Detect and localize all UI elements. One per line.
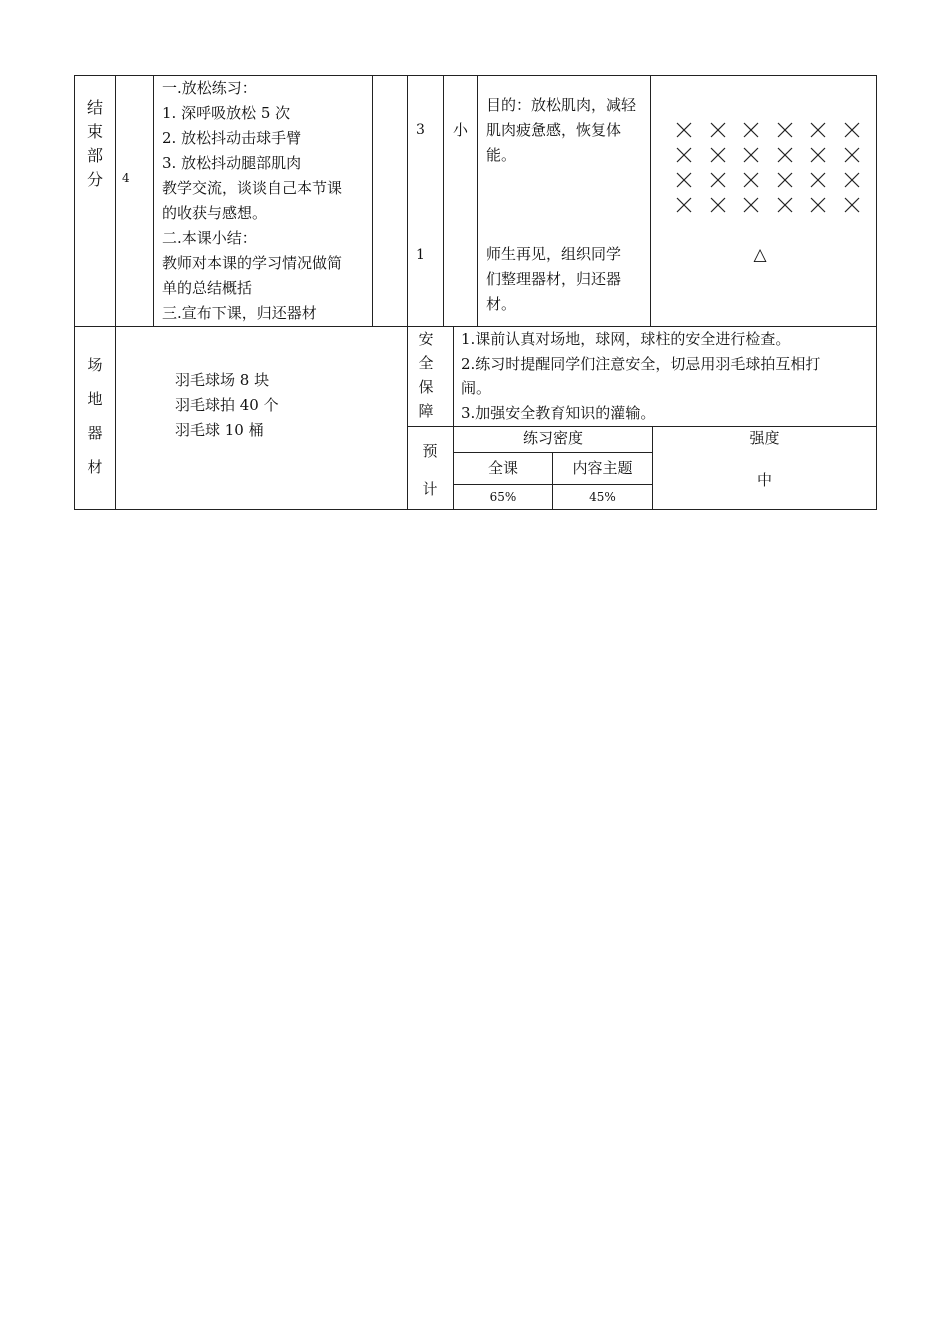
table-border-right [876,75,877,510]
content-line: 3. 放松抖动腿部肌肉 [162,154,302,172]
x-mark-icon [776,146,796,166]
content-line: 单的总结概括 [162,279,253,297]
time-value: 4 [122,171,130,185]
whole-class-value: 65% [489,490,517,504]
forecast-label-char: 预 [422,442,438,460]
x-mark-icon [742,121,762,141]
x-mark-icon [843,121,863,141]
x-mark-icon [776,196,796,216]
x-mark-icon [742,146,762,166]
x-mark-icon [742,196,762,216]
content-line: 二.本课小结： [162,229,257,247]
content-line: 教学交流，谈谈自己本节课 [162,179,343,197]
forecast-label-char: 计 [422,480,438,498]
formation-diagram [651,76,876,326]
safety-label-char: 障 [418,402,434,420]
x-mark-icon [675,121,695,141]
x-mark-icon [809,196,829,216]
safety-item: 2.练习时提醒同学们注意安全，切忌用羽毛球拍互相打 [461,354,821,373]
x-mark-icon [809,146,829,166]
strength-header: 强度 [749,429,780,447]
content-topic-value: 45% [589,490,616,504]
requirement-text-2 [486,242,646,317]
x-mark-icon [843,146,863,166]
col-divider-label [115,75,116,510]
requirement-line: 目的：放松肌肉，减轻 [486,96,637,114]
col-divider-content [372,75,373,327]
content-line: 教师对本课的学习情况做简 [162,254,343,272]
content-line: 一.放松练习： [162,79,257,97]
venue-label-char: 材 [87,458,103,476]
count-value-1: 3 [416,122,425,138]
venue-label-char: 器 [87,424,103,442]
content-line: 2. 放松抖动击球手臂 [162,129,302,147]
safety-text [461,327,873,425]
x-mark-icon [675,171,695,191]
x-mark-icon [843,196,863,216]
x-mark-icon [776,171,796,191]
intensity-value-1: 小 [453,121,469,139]
count-value-2: 1 [416,247,425,263]
safety-label-char: 保 [418,378,434,396]
equipment-list [175,368,279,443]
equipment-item: 羽毛球场 8 块 [175,371,270,389]
content-line: 1. 深呼吸放松 5 次 [162,104,291,122]
x-mark-icon [843,171,863,191]
section-label [75,96,115,192]
equipment-item: 羽毛球拍 40 个 [175,396,279,414]
section-label-char: 束 [86,122,103,141]
col-divider-time [153,75,154,327]
x-mark-icon [809,171,829,191]
content-text [162,76,372,326]
safety-label-char: 安 [418,330,434,348]
requirement-line: 们整理器材，归还器 [486,270,622,288]
safety-label [410,327,442,423]
requirement-text-1 [486,93,646,168]
col-divider-safety-label [453,326,454,510]
content-line: 三.宣布下课，归还器材 [162,304,317,322]
safety-item: 闹。 [461,379,492,397]
col-divider-intensity [477,75,478,327]
forecast-label [412,432,448,508]
requirement-line: 能。 [486,146,517,164]
x-mark-icon [709,171,729,191]
strength-value: 中 [756,471,772,489]
section-label-char: 分 [86,170,103,189]
requirement-line: 肌肉疲惫感，恢复体 [486,121,622,139]
whole-class-header: 全课 [487,459,518,477]
safety-item: 1.课前认真对场地，球网，球柱的安全进行检查。 [461,330,791,348]
safety-label-char: 全 [418,354,434,372]
x-mark-icon [709,146,729,166]
teacher-triangle-icon: △ [753,245,767,265]
requirement-line: 材。 [486,295,517,313]
x-mark-icon [742,171,762,191]
x-mark-icon [809,121,829,141]
x-mark-icon [776,121,796,141]
col-divider-middle [407,75,408,510]
content-topic-header: 内容主题 [572,459,633,477]
safety-item: 3.加强安全教育知识的灌输。 [461,403,656,422]
row-divider-density-header [453,452,653,453]
venue-label [75,348,115,484]
x-mark-icon [675,196,695,216]
equipment-item: 羽毛球 10 桶 [175,421,264,439]
content-line: 的收获与感想。 [162,204,268,222]
x-mark-icon [675,146,695,166]
section-label-char: 部 [86,146,103,165]
x-mark-icon [709,121,729,141]
section-label-char: 结 [86,98,103,117]
venue-label-char: 场 [87,356,103,374]
requirement-line: 师生再见，组织同学 [486,245,622,263]
venue-label-char: 地 [87,390,103,408]
density-header: 练习密度 [522,429,583,447]
col-divider-count [443,75,444,327]
x-mark-icon [709,196,729,216]
